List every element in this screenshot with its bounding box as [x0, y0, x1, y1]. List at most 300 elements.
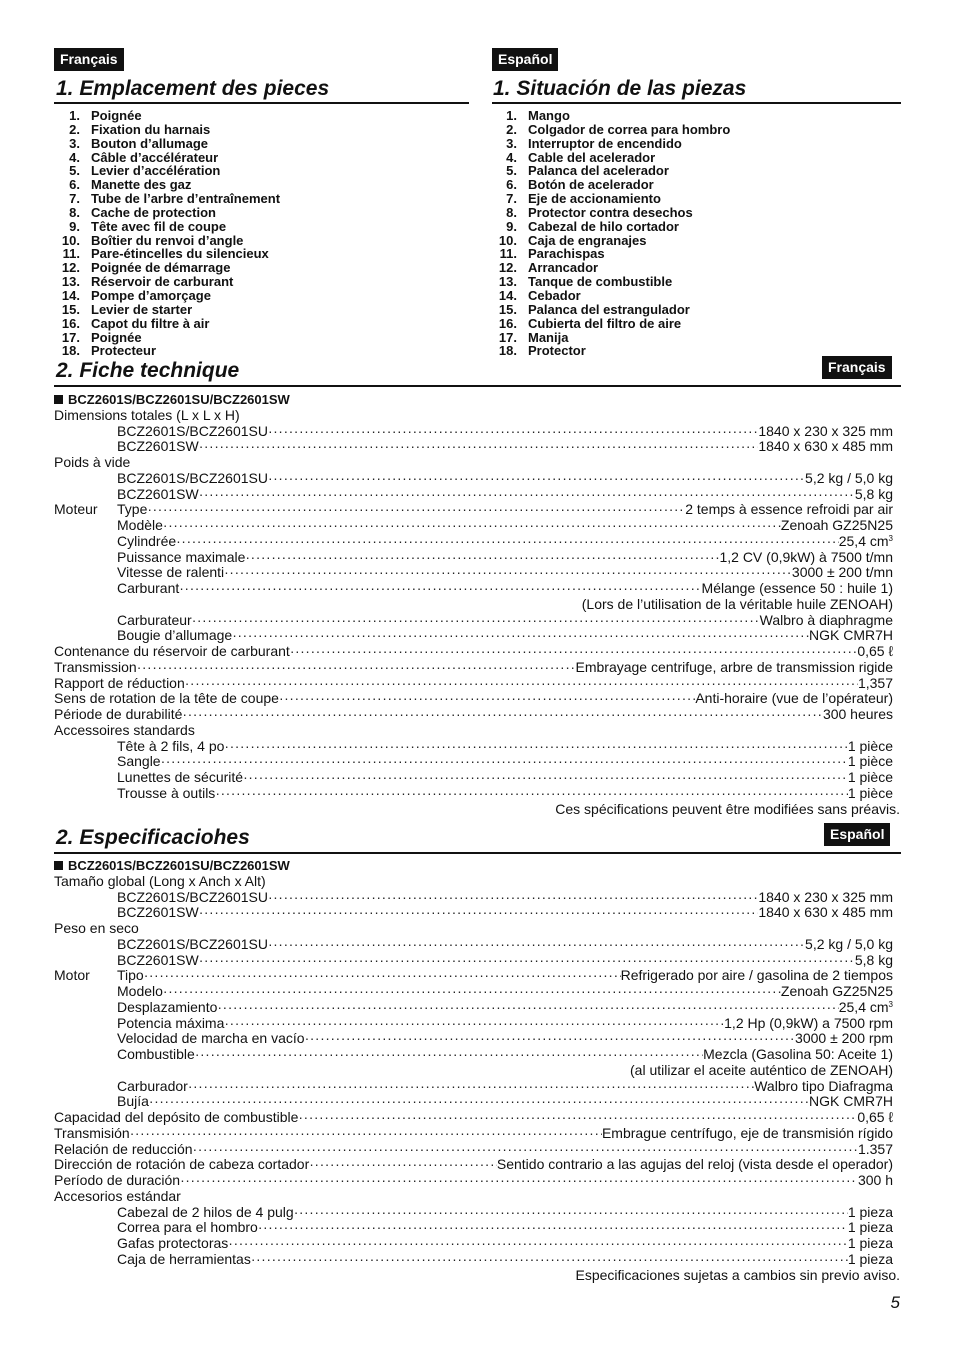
part-item [54, 206, 280, 220]
part-number: 7. [506, 191, 517, 207]
part-label: Caja de engranajes [528, 232, 647, 248]
spec-row [54, 874, 900, 890]
spec-row [54, 984, 900, 1000]
spec-row [54, 534, 900, 550]
spec-category [54, 565, 117, 581]
part-label: Poignée de démarrage [91, 260, 231, 276]
spec-row [54, 628, 900, 644]
spec-value: 1,2 CV (0,9kW) à 7500 t/mn [719, 548, 893, 565]
part-number: 10. [498, 232, 517, 248]
spec-value: 1 pieza [847, 1203, 893, 1220]
part-label: Parachispas [528, 246, 605, 262]
part-number: 15. [61, 301, 80, 317]
spec-value: 3000 ± 200 t/mn [791, 564, 893, 581]
part-label: Pare-étincelles du silencieux [91, 246, 269, 262]
dot-leader [268, 424, 758, 440]
spec-row [54, 707, 900, 723]
spec-category [54, 439, 117, 455]
spec-label: BCZ2601S/BCZ2601SU [117, 935, 268, 952]
spec-category [54, 905, 117, 921]
spec-row [54, 786, 900, 802]
part-item [491, 151, 730, 165]
spec-value: NGK CMR7H [808, 627, 893, 644]
spec-row [54, 1063, 900, 1079]
spec-label: Cylindrée [117, 532, 177, 549]
dot-leader [279, 691, 695, 707]
spec-label: Capacidad del depósito de combustible [54, 1109, 299, 1125]
spec-label: Accesorios estándar [54, 1187, 181, 1204]
spec-label: Bougie d’allumage [117, 627, 233, 644]
dot-leader [199, 439, 759, 455]
spec-value: 300 heures [822, 706, 893, 722]
part-label: Cabezal de hilo cortador [528, 218, 679, 234]
spec-row [54, 1220, 900, 1236]
part-number: 4. [69, 149, 80, 165]
dot-leader [298, 1110, 857, 1126]
spec-label: Carburateur [117, 611, 192, 628]
spec-label: Velocidad de marcha en vacío [117, 1030, 305, 1047]
spec-label: BCZ2601SW [117, 904, 199, 921]
part-label: Mango [528, 108, 570, 123]
part-item [491, 331, 730, 345]
spec-row [54, 1157, 900, 1173]
spec-label: Modelo [117, 983, 163, 999]
part-label: Interruptor de encendido [528, 135, 682, 151]
spec-value: Mélange (essence 50 : huile 1) [701, 580, 893, 596]
part-item [54, 137, 280, 151]
spec-label: Peso en seco [54, 920, 139, 936]
part-number: 12. [61, 260, 80, 276]
dot-leader [193, 1142, 858, 1158]
spec-value: 5,2 kg / 5,0 kg [805, 469, 893, 486]
spec-label: Tamaño global (Long x Anch x Alt) [54, 872, 266, 889]
spec-category [54, 984, 117, 1000]
spec-label: Combustible [117, 1046, 195, 1062]
spec-value: (al utilizar el aceite auténtico de ZENOAH) [630, 1061, 893, 1078]
spec-label: Transmission [54, 658, 137, 675]
spec-row [54, 691, 900, 707]
dot-leader [180, 1173, 858, 1189]
spec-table-es [54, 858, 900, 1283]
spec-value: NGK CMR7H [808, 1093, 893, 1110]
dot-leader [290, 644, 858, 660]
part-number: 16. [498, 315, 517, 331]
part-item [491, 109, 730, 123]
part-label: Pompe d’amorçage [91, 287, 211, 303]
part-item [491, 123, 730, 137]
part-number: 10. [61, 232, 80, 248]
spec-value: Zenoah GZ25N25 [780, 983, 893, 999]
part-item [54, 344, 280, 358]
part-number: 14. [61, 287, 80, 303]
parts-list-es [491, 109, 730, 358]
spec-row [54, 723, 900, 739]
spec-value: 1 pieza [847, 1219, 893, 1236]
spec-label: Modèle [117, 517, 163, 533]
dot-leader [245, 550, 719, 566]
spec-row [54, 660, 900, 676]
part-item [54, 164, 280, 178]
spec-row [54, 471, 900, 487]
spec-row [54, 550, 900, 566]
part-label: Réservoir de carburant [91, 274, 234, 290]
spec-row [54, 1094, 900, 1110]
dot-leader [217, 1000, 838, 1016]
spec-row [54, 1173, 900, 1189]
dot-leader [199, 905, 759, 921]
spec-row [54, 890, 900, 906]
spec-row [54, 581, 900, 597]
spec-row [54, 408, 900, 424]
part-item [491, 261, 730, 275]
part-item [54, 261, 280, 275]
spec-category [54, 1236, 117, 1252]
part-number: 9. [506, 218, 517, 234]
spec-label: Dirección de rotación de cabeza cortador [54, 1156, 310, 1173]
spec-category [54, 518, 117, 534]
part-label: Manette des gaz [91, 177, 192, 193]
dot-leader [268, 937, 805, 953]
spec-category [54, 1016, 117, 1032]
part-item [54, 220, 280, 234]
dot-leader [224, 565, 792, 581]
spec-label: Potencia máxima [117, 1014, 225, 1031]
part-item [491, 178, 730, 192]
spec-label: Carburant [117, 580, 180, 596]
spec-category [54, 1031, 117, 1047]
spec-category [54, 1220, 117, 1236]
spec-title-es: 2. Especificaciohes [56, 826, 250, 849]
part-item [491, 344, 730, 358]
part-label: Tête avec fil de coupe [91, 218, 227, 234]
spec-value: Walbro à diaphragme [759, 611, 893, 628]
notice-fr: Ces spécifications peuvent être modifiées sans préavis. [555, 800, 900, 817]
spec-value: 1 pièce [847, 769, 893, 785]
spec-label: Tipo [117, 967, 144, 984]
dot-leader [130, 1126, 602, 1142]
dot-leader [192, 613, 760, 629]
spec-label: Contenance du réservoir de carburant [54, 643, 290, 659]
part-number: 3. [69, 135, 80, 151]
part-label: Tanque de combustible [528, 274, 673, 290]
part-number: 15. [498, 301, 517, 317]
spec-label: Bujía [117, 1093, 149, 1110]
spec-row [54, 455, 900, 471]
spec-value: 25,4 $cm^3$ [838, 998, 893, 1015]
part-label: Colgador de correa para hombro [528, 121, 731, 137]
dot-leader [199, 487, 855, 503]
spec-value: 1840 x 230 x 325 mm [758, 888, 893, 905]
spec-row [54, 1236, 900, 1252]
part-number: 18. [61, 343, 80, 359]
spec-category [54, 937, 117, 953]
spec-label: BCZ2601SW [117, 438, 199, 455]
spec-row [54, 1205, 900, 1221]
spec-value: 5,8 kg [854, 485, 893, 502]
spec-row [54, 565, 900, 581]
part-label: Boîtier du renvoi d’angle [91, 232, 244, 248]
spec-value: 3000 ± 200 rpm [795, 1030, 893, 1047]
spec-category [54, 628, 117, 644]
dot-leader [176, 534, 839, 550]
part-label: Botón de acelerador [528, 177, 654, 193]
spec-value: 1 pieza [847, 1235, 893, 1251]
part-number: 9. [69, 218, 80, 234]
dot-leader [309, 1157, 497, 1173]
part-item [491, 206, 730, 220]
spec-row [54, 644, 900, 660]
model-line-es: BCZ2601S/BCZ2601SU/BCZ2601SW [54, 858, 900, 874]
part-label: Protector contra desechos [528, 204, 693, 220]
spec-label: BCZ2601S/BCZ2601SU [117, 422, 268, 439]
spec-category [54, 1079, 117, 1095]
dot-leader [185, 676, 858, 692]
spec-value: 1 pièce [847, 737, 893, 754]
spec-label: Desplazamiento [117, 998, 218, 1015]
spec-row [54, 1079, 900, 1095]
spec-value: Refrigerado por aire / gasolina de 2 tiempos [620, 967, 893, 984]
part-item [491, 192, 730, 206]
spec-title-fr: 2. Fiche technique [56, 359, 240, 382]
spec-value: 1840 x 630 x 485 mm [758, 438, 893, 455]
dot-leader [195, 1047, 703, 1063]
part-number: 14. [498, 287, 517, 303]
spec-value: Embrague centrífugo, eje de transmisión rígido [601, 1124, 893, 1141]
part-number: 7. [69, 191, 80, 207]
part-item [54, 331, 280, 345]
spec-value: 1 pièce [847, 753, 893, 770]
part-number: 2. [69, 121, 80, 137]
part-number: 11. [499, 246, 517, 262]
dot-leader [199, 953, 855, 969]
part-item [491, 289, 730, 303]
spec-label: Correa para el hombro [117, 1219, 258, 1236]
spec-category [54, 487, 117, 503]
spec-category [54, 754, 117, 770]
spec-value: 1,2 Hp (0,9kW) a 7500 rpm [724, 1014, 893, 1031]
parts-title-es: 1. Situación de las piezas [493, 77, 747, 100]
spec-label: Accessoires standards [54, 721, 195, 738]
notice-es: Especificaciones sujetas a cambios sin previo aviso. [575, 1266, 900, 1283]
part-item [54, 234, 280, 248]
spec-row [54, 754, 900, 770]
spec-category [54, 1047, 117, 1063]
square-bullet-icon [54, 861, 63, 870]
part-label: Cache de protection [91, 204, 216, 220]
spec-value: 2 temps à essence refroidi par air [685, 501, 893, 518]
part-item [54, 275, 280, 289]
part-number: 1. [506, 108, 517, 123]
spec-label: Cabezal de 2 hilos de 4 pulg [117, 1203, 294, 1220]
model-line-fr: BCZ2601S/BCZ2601SU/BCZ2601SW [54, 392, 900, 408]
part-item [54, 109, 280, 123]
spec-label: Gafas protectoras [117, 1235, 229, 1251]
parts-rule-fr [54, 102, 469, 104]
spec-label: Trousse à outils [117, 784, 216, 801]
part-item [54, 303, 280, 317]
spec-category [54, 1205, 117, 1221]
spec-row [54, 1000, 900, 1016]
spec-row [54, 1142, 900, 1158]
part-number: 11. [62, 246, 80, 262]
part-label: Arrancador [528, 260, 599, 276]
part-item [54, 123, 280, 137]
spec-row [54, 518, 900, 534]
part-label: Capot du filtre à air [91, 315, 210, 331]
part-item [491, 234, 730, 248]
spec-row [54, 739, 900, 755]
spec-row [54, 676, 900, 692]
part-number: 17. [61, 329, 80, 345]
spec-value: (Lors de l’utilisation de la véritable huile ZENOAH) [581, 595, 893, 612]
part-item [491, 317, 730, 331]
spec-category [54, 613, 117, 629]
dot-leader [144, 968, 621, 984]
spec-value: 1 pieza [847, 1250, 893, 1267]
spec-value: Walbro tipo Diafragma [754, 1077, 893, 1094]
part-item [491, 137, 730, 151]
spec-row [54, 439, 900, 455]
spec-value: Zenoah GZ25N25 [780, 517, 893, 533]
spec-badge-es: Español [824, 823, 890, 846]
spec-label: Sangle [117, 753, 161, 770]
part-number: 18. [498, 343, 517, 359]
dot-leader [215, 786, 848, 802]
spec-row [54, 1110, 900, 1126]
spec-label: Sens de rotation de la tête de coupe [54, 690, 279, 707]
spec-label: Type [117, 501, 148, 518]
part-number: 13. [61, 274, 80, 290]
part-label: Eje de accionamiento [528, 191, 661, 207]
spec-value: 300 h [857, 1172, 893, 1188]
part-item [54, 192, 280, 206]
part-number: 16. [61, 315, 80, 331]
spec-value: 1.357 [857, 1140, 893, 1157]
dot-leader [258, 1220, 848, 1236]
spec-category [54, 786, 117, 802]
spec-value: 1 pièce [847, 784, 893, 801]
part-item [491, 220, 730, 234]
part-label: Palanca del acelerador [528, 163, 669, 179]
spec-row [54, 953, 900, 969]
parts-rule-es [492, 102, 901, 104]
spec-row [54, 968, 900, 984]
spec-row [54, 770, 900, 786]
part-label: Manija [528, 329, 569, 345]
part-label: Cebador [528, 287, 581, 303]
dot-leader [251, 1252, 848, 1268]
spec-label: Lunettes de sécurité [117, 769, 244, 785]
spec-category [54, 1094, 117, 1110]
spec-row [54, 487, 900, 503]
spec-label: Período de duración [54, 1172, 181, 1188]
spec-label: Rapport de réduction [54, 674, 185, 691]
dot-leader [228, 1236, 848, 1252]
spec-label: Dimensions totales (L x L x H) [54, 406, 240, 423]
spec-label: Transmisión [54, 1124, 130, 1141]
part-number: 17. [498, 329, 517, 345]
spec-category [54, 953, 117, 969]
dot-leader [294, 1205, 848, 1221]
part-number: 12. [498, 260, 517, 276]
spec-label: Période de durabilité [54, 706, 183, 722]
spec-value: 1840 x 230 x 325 mm [758, 422, 893, 439]
spec-row [54, 1252, 900, 1268]
part-item [54, 317, 280, 331]
part-label: Poignée [91, 329, 142, 345]
dot-leader [163, 984, 781, 1000]
spec-row [54, 613, 900, 629]
spec-category [54, 471, 117, 487]
spec-row [54, 1189, 900, 1205]
part-item [54, 178, 280, 192]
spec-row [54, 1047, 900, 1063]
unit-superscript: 3 [888, 999, 893, 1009]
spec-value: 1,357 [857, 674, 893, 691]
spec-value: Anti-horaire (vue de l’opérateur) [695, 690, 893, 707]
spec-row [54, 1126, 900, 1142]
spec-value: 0,65 ℓ [857, 1109, 893, 1125]
part-number: 13. [498, 274, 517, 290]
page-number: 5 [890, 1293, 900, 1312]
square-bullet-icon [54, 395, 63, 404]
spec-category [54, 1000, 117, 1016]
spec-label: Poids à vide [54, 454, 131, 470]
part-label: Levier d’accélération [91, 163, 221, 179]
spec-label: BCZ2601S/BCZ2601SU [117, 469, 268, 486]
lang-badge-spanish: Español [492, 48, 558, 71]
part-number: 5. [506, 163, 517, 179]
part-item [491, 275, 730, 289]
unit-superscript: 3 [888, 533, 893, 543]
spec-value: 0,65 ℓ [857, 643, 893, 659]
part-number: 3. [506, 135, 517, 151]
part-number: 8. [69, 204, 80, 220]
part-number: 8. [506, 204, 517, 220]
spec-label: Puissance maximale [117, 548, 246, 565]
part-item [54, 247, 280, 261]
part-label: Cubierta del filtro de aire [528, 315, 682, 331]
spec-row [54, 502, 900, 518]
dot-leader [147, 502, 685, 518]
dot-leader [137, 660, 576, 676]
part-item [491, 303, 730, 317]
spec-label: BCZ2601S/BCZ2601SU [117, 888, 268, 905]
spec-row [54, 1031, 900, 1047]
dot-leader [179, 581, 701, 597]
spec-row [54, 424, 900, 440]
part-label: Bouton d’allumage [91, 135, 208, 151]
spec-row [54, 921, 900, 937]
part-number: 6. [506, 177, 517, 193]
spec-category: Motor [54, 967, 90, 984]
part-number: 2. [506, 121, 517, 137]
spec-category [54, 770, 117, 786]
spec-category: Moteur [54, 501, 98, 518]
part-number: 6. [69, 177, 80, 193]
spec-category [54, 550, 117, 566]
dot-leader [149, 1094, 809, 1110]
dot-leader [268, 890, 758, 906]
part-label: Tube de l’arbre d’entraînement [91, 191, 281, 207]
part-number: 5. [69, 163, 80, 179]
part-label: Câble d’accélérateur [91, 149, 219, 165]
part-item [54, 289, 280, 303]
spec-row [54, 937, 900, 953]
spec-value: 1840 x 630 x 485 mm [758, 904, 893, 921]
dot-leader [224, 739, 847, 755]
part-item [491, 164, 730, 178]
